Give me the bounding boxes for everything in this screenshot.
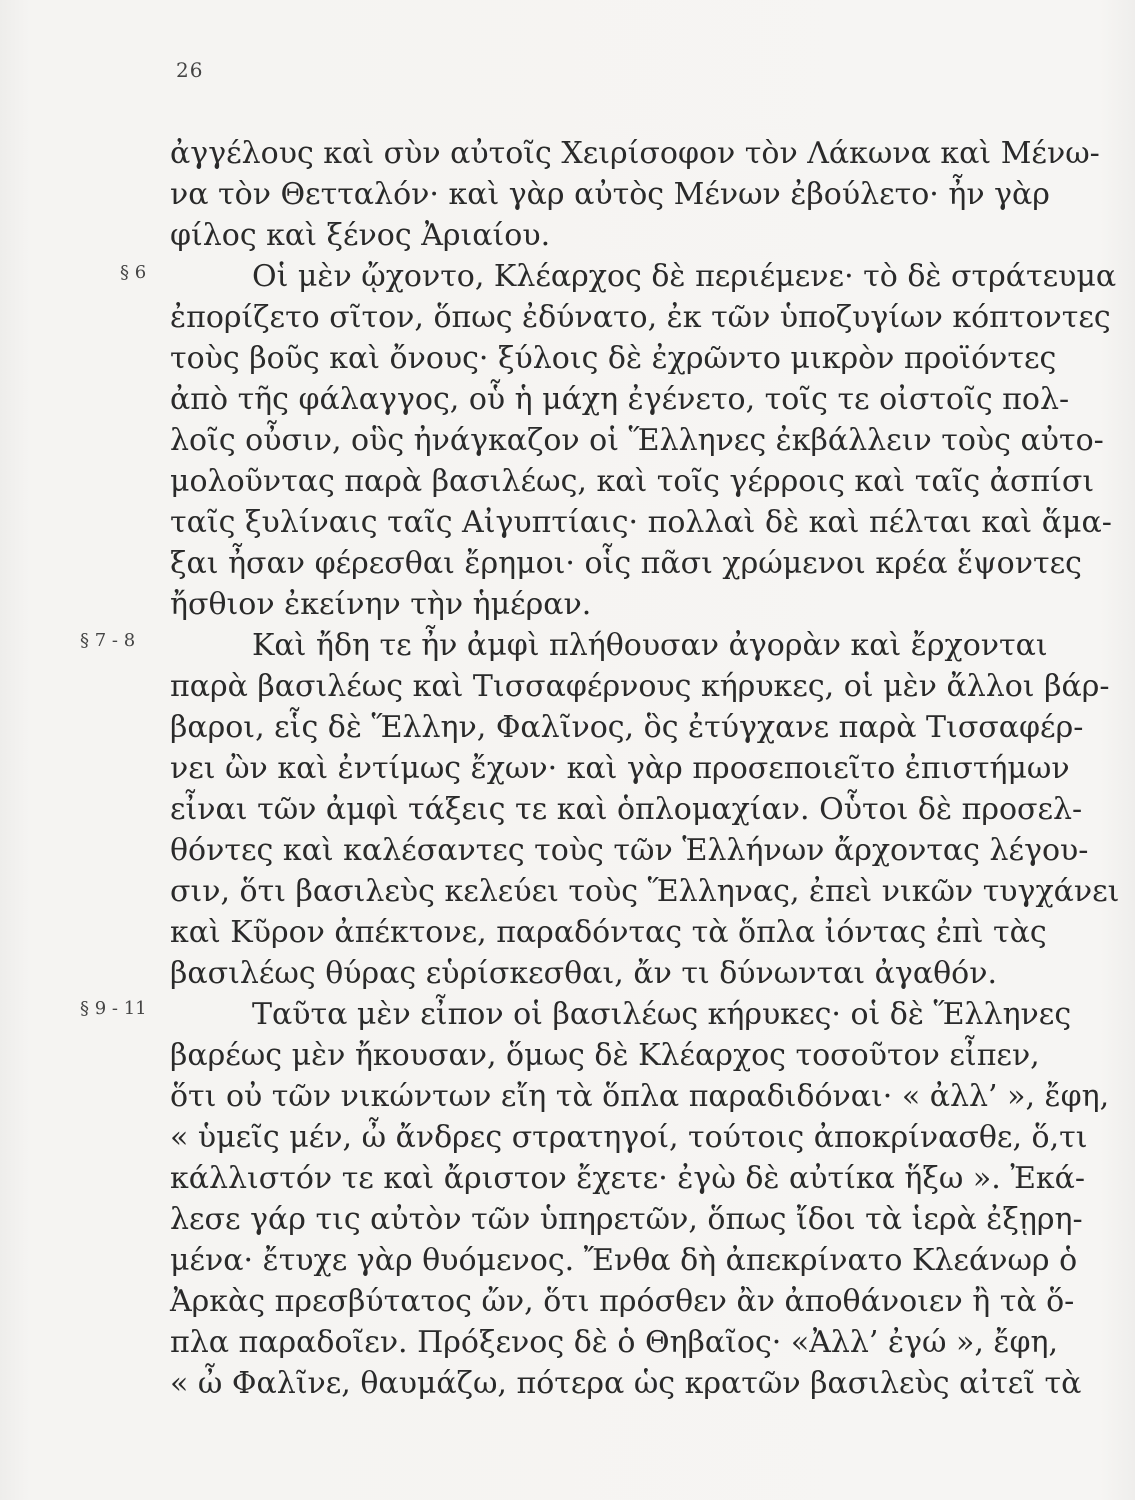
text-line: ἀγγέλους καὶ σὺν αὐτοῖς Χειρίσοφον τὸν Λάκωνα καὶ Μένω-: [170, 136, 1100, 171]
text-line: κάλλιστόν τε καὶ ἄριστον ἔχετε· ἐγὼ δὲ αὐτίκα ἥξω ». Ἐκά-: [170, 1161, 1086, 1196]
text-line: « ὑμεῖς μέν, ὦ ἄνδρες στρατηγοί, τούτοις ἀποκρίνασθε, ὅ,τι: [170, 1120, 1088, 1155]
text-line: λοῖς οὖσιν, οὓς ἠνάγκαζον οἱ Ἕλληνες ἐκβάλλειν τοὺς αὐτο-: [170, 423, 1104, 458]
text-line: ὅτι οὐ τῶν νικώντων εἴη τὰ ὅπλα παραδιδόναι· « ἀλλ’ », ἔφη,: [170, 1079, 1110, 1114]
text-line: εἶναι τῶν ἀμφὶ τάξεις τε καὶ ὁπλομαχίαν. Οὗτοι δὲ προσελ-: [170, 792, 1083, 827]
text-line: βαροι, εἷς δὲ Ἕλλην, Φαλῖνος, ὃς ἐτύγχανε παρὰ Τισσαφέρ-: [170, 710, 1084, 745]
section-marker: § 7 - 8: [80, 630, 136, 651]
text-line: νει ὢν καὶ ἐντίμως ἔχων· καὶ γὰρ προσεποιεῖτο ἐπιστήμων: [170, 751, 1070, 786]
section-marker: § 6: [120, 262, 147, 283]
text-line: θόντες καὶ καλέσαντες τοὺς τῶν Ἑλλήνων ἄρχοντας λέγου-: [170, 833, 1089, 868]
text-line: βασιλέως θύρας εὑρίσκεσθαι, ἄν τι δύνωνται ἀγαθόν.: [170, 956, 997, 991]
text-line: λεσε γάρ τις αὐτὸν τῶν ὑπηρετῶν, ὅπως ἴδοι τὰ ἱερὰ ἐξῃρη-: [170, 1202, 1083, 1237]
text-line: ἀπὸ τῆς φάλαγγος, οὗ ἡ μάχη ἐγένετο, τοῖς τε οἰστοῖς πολ-: [170, 382, 1070, 417]
page-number: 26: [176, 58, 204, 82]
text-line: Καὶ ἤδη τε ἦν ἀμφὶ πλήθουσαν ἀγορὰν καὶ ἔρχονται: [252, 628, 1048, 663]
text-line: Ἀρκὰς πρεσβύτατος ὤν, ὅτι πρόσθεν ἂν ἀποθάνοιεν ἢ τὰ ὅ-: [170, 1284, 1075, 1319]
text-line: μολοῦντας παρὰ βασιλέως, καὶ τοῖς γέρροις καὶ ταῖς ἀσπίσι: [170, 464, 1095, 499]
text-line: ἐπορίζετο σῖτον, ὅπως ἐδύνατο, ἐκ τῶν ὑποζυγίων κόπτοντες: [170, 300, 1111, 335]
text-line: ταῖς ξυλίναις ταῖς Αἰγυπτίαις· πολλαὶ δὲ καὶ πέλται καὶ ἅμα-: [170, 505, 1112, 540]
text-line: ἤσθιον ἐκείνην τὴν ἡμέραν.: [170, 587, 592, 622]
text-line: παρὰ βασιλέως καὶ Τισσαφέρνους κήρυκες, οἱ μὲν ἄλλοι βάρ-: [170, 669, 1110, 704]
section-marker: § 9 - 11: [80, 998, 147, 1019]
text-line: φίλος καὶ ξένος Ἀριαίου.: [170, 218, 551, 253]
text-line: βαρέως μὲν ἤκουσαν, ὅμως δὲ Κλέαρχος τοσοῦτον εἶπεν,: [170, 1038, 1040, 1073]
text-line: σιν, ὅτι βασιλεὺς κελεύει τοὺς Ἕλληνας, ἐπεὶ νικῶν τυγχάνει: [170, 874, 1120, 909]
text-line: πλα παραδοῖεν. Πρόξενος δὲ ὁ Θηβαῖος· «Ἀλλ’ ἐγώ », ἔφη,: [170, 1325, 1059, 1360]
text-line: τοὺς βοῦς καὶ ὄνους· ξύλοις δὲ ἐχρῶντο μικρὸν προϊόντες: [170, 341, 1057, 376]
text-line: μένα· ἔτυχε γὰρ θυόμενος. Ἔνθα δὴ ἀπεκρίνατο Κλεάνωρ ὁ: [170, 1243, 1078, 1278]
text-line: Ταῦτα μὲν εἶπον οἱ βασιλέως κήρυκες· οἱ δὲ Ἕλληνες: [252, 997, 1072, 1032]
text-line: να τὸν Θετταλόν· καὶ γὰρ αὐτὸς Μένων ἐβούλετο· ἦν γὰρ: [170, 177, 1050, 212]
text-line: Οἱ μὲν ᾤχοντο, Κλέαρχος δὲ περιέμενε· τὸ δὲ στράτευμα: [252, 259, 1117, 294]
text-line: « ὦ Φαλῖνε, θαυμάζω, πότερα ὡς κρατῶν βασιλεὺς αἰτεῖ τὰ: [170, 1366, 1082, 1401]
text-line: ξαι ἦσαν φέρεσθαι ἔρημοι· οἷς πᾶσι χρώμενοι κρέα ἕψοντες: [170, 546, 1082, 581]
text-line: καὶ Κῦρον ἀπέκτονε, παραδόντας τὰ ὅπλα ἰόντας ἐπὶ τὰς: [170, 915, 1047, 950]
